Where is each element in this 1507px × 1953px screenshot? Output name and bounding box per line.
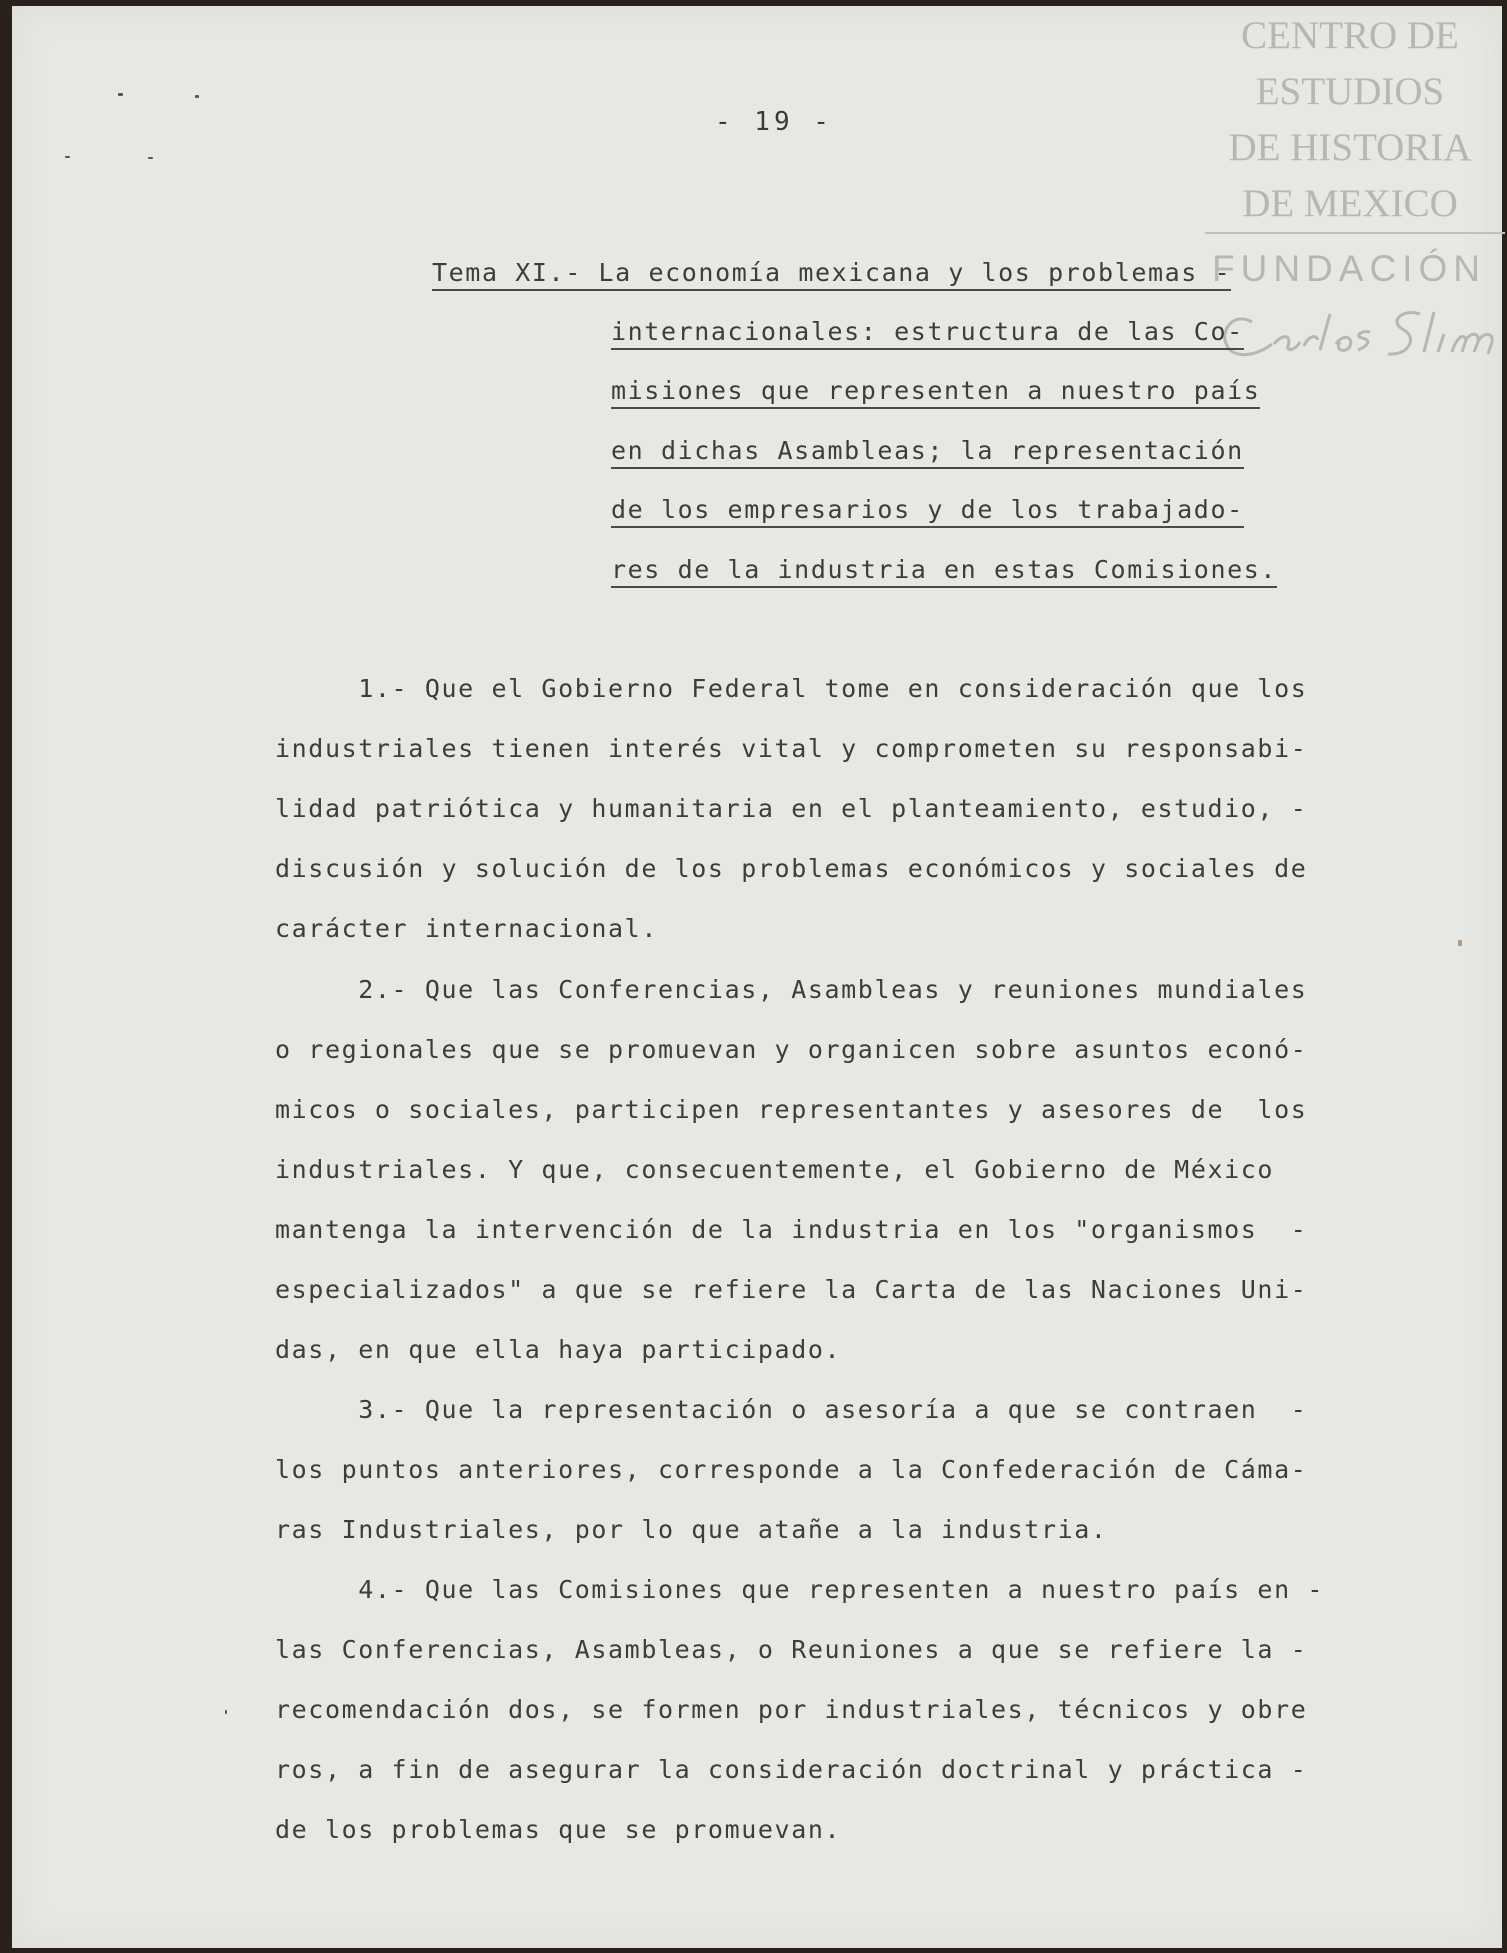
body-line: ras Industriales, por lo que atañe a la industria. — [275, 1515, 1108, 1544]
body-line: especializados" a que se refiere la Carta de las Naciones Uni- — [275, 1275, 1308, 1304]
watermark-line: DE HISTORIA — [1228, 126, 1472, 169]
watermark-signature-logo — [1212, 300, 1502, 370]
body-line: 2.- Que las Conferencias, Asambleas y reuniones mundiales — [275, 975, 1308, 1004]
watermark-foundation: FUNDACIÓN — [1212, 248, 1486, 289]
paper-speck — [225, 1710, 227, 1714]
body-line: mantenga la intervención de la industria en los "organismos - — [275, 1215, 1308, 1244]
body-line: 4.- Que las Comisiones que representen a nuestro país en - — [275, 1575, 1325, 1604]
watermark-rule — [1205, 232, 1505, 234]
watermark-line: DE MEXICO — [1242, 182, 1458, 225]
body-line: das, en que ella haya participado. — [275, 1335, 842, 1364]
watermark-line: CENTRO DE — [1241, 14, 1459, 57]
body-line: las Conferencias, Asambleas, o Reuniones a que se refiere la - — [275, 1635, 1308, 1664]
watermark-line: ESTUDIOS — [1255, 70, 1445, 113]
body-line: 1.- Que el Gobierno Federal tome en consideración que los — [275, 674, 1308, 703]
body-line: 3.- Que la representación o asesoría a que se contraen - — [275, 1395, 1308, 1424]
heading-line: internacionales: estructura de las Co- — [611, 317, 1244, 347]
body-line: industriales tienen interés vital y comprometen su responsabi- — [275, 734, 1308, 763]
archive-watermark — [1200, 8, 1500, 232]
body-line: de los problemas que se promuevan. — [275, 1815, 842, 1844]
heading-line: en dichas Asambleas; la representación — [611, 436, 1244, 466]
page-number: - 19 - — [715, 107, 833, 137]
body-line: o regionales que se promuevan y organicen sobre asuntos econó- — [275, 1035, 1308, 1064]
body-line: ros, a fin de asegurar la consideración doctrinal y práctica - — [275, 1755, 1308, 1784]
paper-speck — [1458, 940, 1462, 946]
heading-line: misiones que representen a nuestro país — [611, 376, 1260, 406]
heading-line: de los empresarios y de los trabajado- — [611, 495, 1244, 525]
paper-speck — [148, 157, 153, 159]
body-line: lidad patriótica y humanitaria en el planteamiento, estudio, - — [275, 794, 1308, 823]
paper-speck — [118, 93, 123, 96]
body-line: recomendación dos, se formen por industriales, técnicos y obre — [275, 1695, 1308, 1724]
body-line: micos o sociales, participen representantes y asesores de los — [275, 1095, 1308, 1124]
body-line: carácter internacional. — [275, 914, 658, 943]
body-line: industriales. Y que, consecuentemente, el Gobierno de México — [275, 1155, 1275, 1184]
body-line: discusión y solución de los problemas económicos y sociales de — [275, 854, 1308, 883]
heading-line: res de la industria en estas Comisiones. — [611, 555, 1277, 585]
paper-speck — [65, 156, 70, 158]
heading-line: Tema XI.- La economía mexicana y los problemas - — [432, 258, 1231, 288]
body-line: los puntos anteriores, corresponde a la Confederación de Cáma- — [275, 1455, 1308, 1484]
paper-speck — [195, 95, 199, 98]
